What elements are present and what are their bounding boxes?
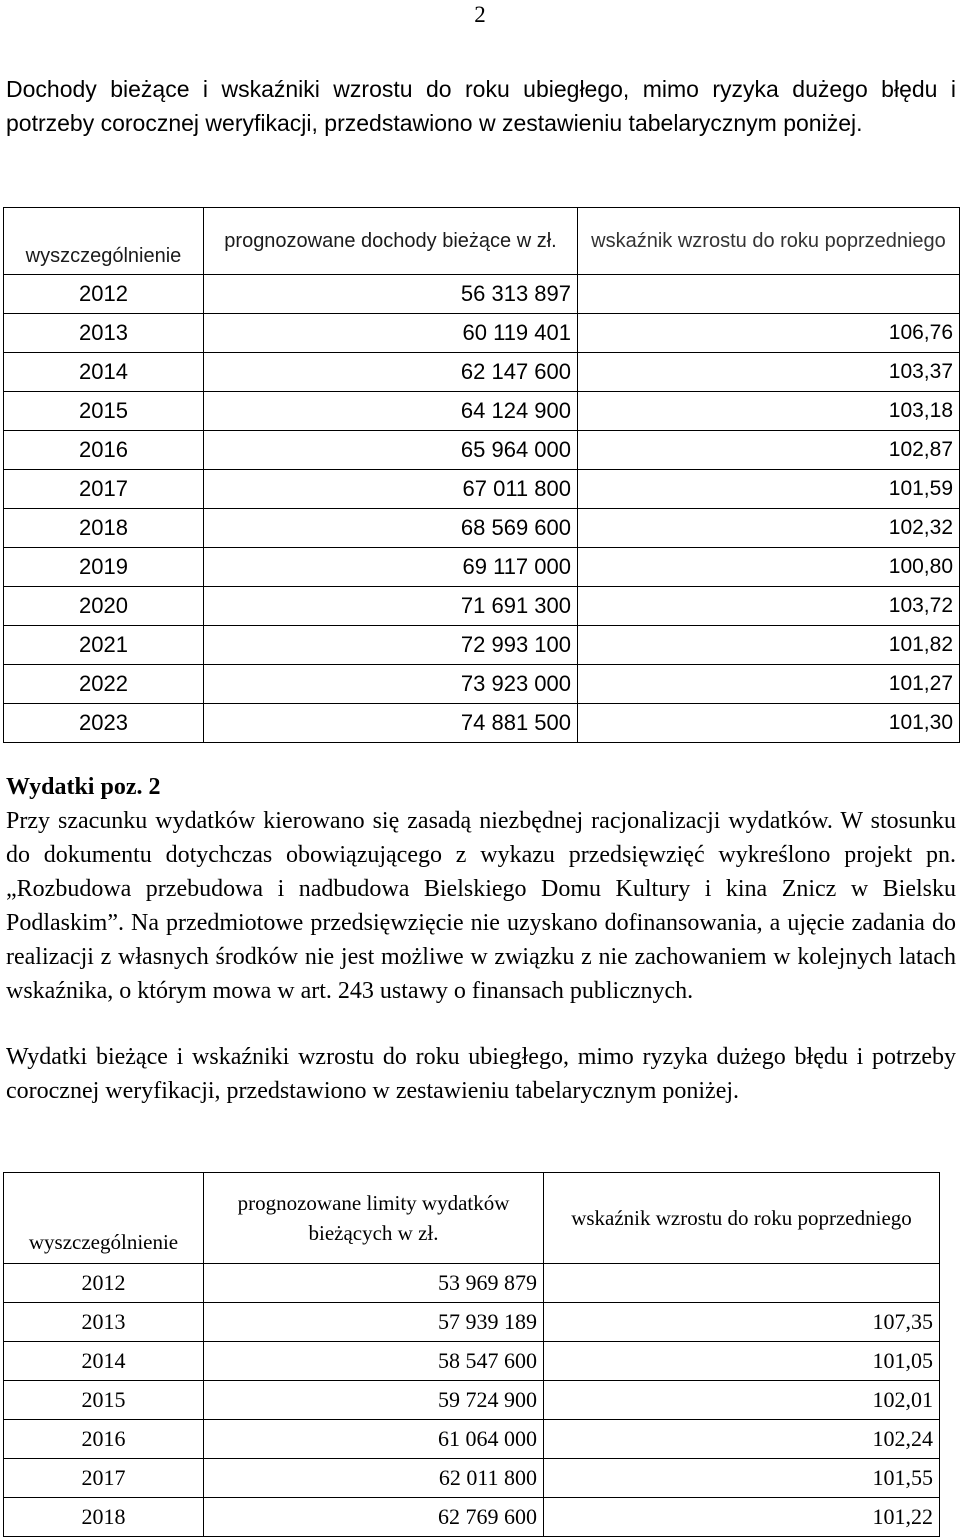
table-row bbox=[4, 1342, 940, 1381]
table-row bbox=[4, 626, 960, 665]
table-row bbox=[4, 1264, 940, 1303]
row-value: 59 724 900 bbox=[204, 1381, 544, 1420]
table-row bbox=[4, 353, 960, 392]
row-value: 68 569 600 bbox=[204, 509, 578, 548]
row-index: 101,05 bbox=[544, 1342, 940, 1381]
row-year: 2017 bbox=[4, 470, 204, 509]
table-row bbox=[4, 1498, 940, 1537]
table-row bbox=[4, 587, 960, 626]
row-year: 2013 bbox=[4, 314, 204, 353]
row-index: 107,35 bbox=[544, 1303, 940, 1342]
table-row bbox=[4, 1420, 940, 1459]
row-index: 101,59 bbox=[578, 470, 960, 509]
header-specification: wyszczególnienie bbox=[4, 1173, 204, 1264]
row-year: 2018 bbox=[4, 509, 204, 548]
row-value: 56 313 897 bbox=[204, 275, 578, 314]
row-year: 2021 bbox=[4, 626, 204, 665]
row-value: 60 119 401 bbox=[204, 314, 578, 353]
table-row bbox=[4, 704, 960, 743]
row-index: 100,80 bbox=[578, 548, 960, 587]
row-index: 102,01 bbox=[544, 1381, 940, 1420]
table-row bbox=[4, 665, 960, 704]
intro-expenses-paragraph: Wydatki bieżące i wskaźniki wzrostu do roku ubiegłego, mimo ryzyka dużego błędu i potrzeby corocznej weryfikacji, przedstawiono w zestawieniu tabelarycznym poniżej. bbox=[6, 1044, 956, 1104]
table-row bbox=[4, 548, 960, 587]
row-year: 2020 bbox=[4, 587, 204, 626]
row-value: 67 011 800 bbox=[204, 470, 578, 509]
row-year: 2015 bbox=[4, 392, 204, 431]
row-value: 62 147 600 bbox=[204, 353, 578, 392]
header-specification: wyszczególnienie bbox=[4, 208, 204, 275]
row-index: 101,82 bbox=[578, 626, 960, 665]
row-year: 2013 bbox=[4, 1303, 204, 1342]
expenses-table bbox=[3, 1172, 940, 1537]
row-value: 64 124 900 bbox=[204, 392, 578, 431]
row-year: 2014 bbox=[4, 353, 204, 392]
table-row bbox=[4, 1303, 940, 1342]
row-index: 103,18 bbox=[578, 392, 960, 431]
expenses-heading: Wydatki poz. 2 bbox=[6, 774, 161, 800]
row-year: 2016 bbox=[4, 431, 204, 470]
row-year: 2017 bbox=[4, 1459, 204, 1498]
row-index: 102,87 bbox=[578, 431, 960, 470]
expenses-paragraph: Przy szacunku wydatków kierowano się zasadą niezbędnej racjonalizacji wydatków. W stosunku do dokumentu dotychczas obowiązującego z wykazu przedsięwzięć wykreślono projekt pn. „Rozbudowa przebudowa i nadbudowa Bielskiego Domu Kultury i kina Znicz w Bielsku Podlaskim”. Na przedmiotowe przedsięwzięcie nie uzyskano dofinansowania, a ujęcie zadania do realizacji z własnych środków nie jest możliwe w związku z nie zachowaniem w kolejnych latach wskaźnika, o którym mowa w art. 243 ustawy o finansach publicznych. bbox=[6, 808, 956, 1004]
row-index: 101,30 bbox=[578, 704, 960, 743]
row-year: 2022 bbox=[4, 665, 204, 704]
row-value: 71 691 300 bbox=[204, 587, 578, 626]
table-row bbox=[4, 314, 960, 353]
table-row bbox=[4, 509, 960, 548]
row-index: 101,27 bbox=[578, 665, 960, 704]
row-year: 2023 bbox=[4, 704, 204, 743]
row-value: 74 881 500 bbox=[204, 704, 578, 743]
row-value: 62 769 600 bbox=[204, 1498, 544, 1537]
table-row bbox=[4, 1459, 940, 1498]
row-value: 53 969 879 bbox=[204, 1264, 544, 1303]
row-index: 103,72 bbox=[578, 587, 960, 626]
table-row bbox=[4, 470, 960, 509]
row-value: 62 011 800 bbox=[204, 1459, 544, 1498]
header-growth-index: wskaźnik wzrostu do roku poprzedniego bbox=[578, 208, 960, 275]
expenses-table-header bbox=[4, 1173, 940, 1264]
row-index: 103,37 bbox=[578, 353, 960, 392]
row-year: 2015 bbox=[4, 1381, 204, 1420]
row-value: 58 547 600 bbox=[204, 1342, 544, 1381]
row-value: 73 923 000 bbox=[204, 665, 578, 704]
header-forecast-expense-limits: prognozowane limity wydatków bieżących w zł. bbox=[204, 1173, 544, 1264]
row-year: 2014 bbox=[4, 1342, 204, 1381]
table-row bbox=[4, 1381, 940, 1420]
row-year: 2018 bbox=[4, 1498, 204, 1537]
row-index: 102,32 bbox=[578, 509, 960, 548]
row-value: 65 964 000 bbox=[204, 431, 578, 470]
row-index: 102,24 bbox=[544, 1420, 940, 1459]
header-growth-index: wskaźnik wzrostu do roku poprzedniego bbox=[544, 1173, 940, 1264]
row-index: 101,22 bbox=[544, 1498, 940, 1537]
table-row bbox=[4, 431, 960, 470]
row-index bbox=[544, 1264, 940, 1303]
row-value: 69 117 000 bbox=[204, 548, 578, 587]
row-value: 57 939 189 bbox=[204, 1303, 544, 1342]
row-index: 101,55 bbox=[544, 1459, 940, 1498]
income-table-header bbox=[4, 208, 960, 275]
intro-income-paragraph: Dochody bieżące i wskaźniki wzrostu do roku ubiegłego, mimo ryzyka dużego błędu i potrzeby corocznej weryfikacji, przedstawiono w zestawieniu tabelarycznym poniżej. bbox=[6, 76, 956, 136]
row-value: 61 064 000 bbox=[204, 1420, 544, 1459]
row-year: 2012 bbox=[4, 1264, 204, 1303]
row-year: 2016 bbox=[4, 1420, 204, 1459]
row-year: 2012 bbox=[4, 275, 204, 314]
page-number: 2 bbox=[474, 2, 486, 27]
row-value: 72 993 100 bbox=[204, 626, 578, 665]
income-table bbox=[3, 207, 960, 743]
table-row bbox=[4, 392, 960, 431]
row-year: 2019 bbox=[4, 548, 204, 587]
row-index bbox=[578, 275, 960, 314]
table-row bbox=[4, 275, 960, 314]
row-index: 106,76 bbox=[578, 314, 960, 353]
header-forecast-income: prognozowane dochody bieżące w zł. bbox=[204, 208, 578, 275]
